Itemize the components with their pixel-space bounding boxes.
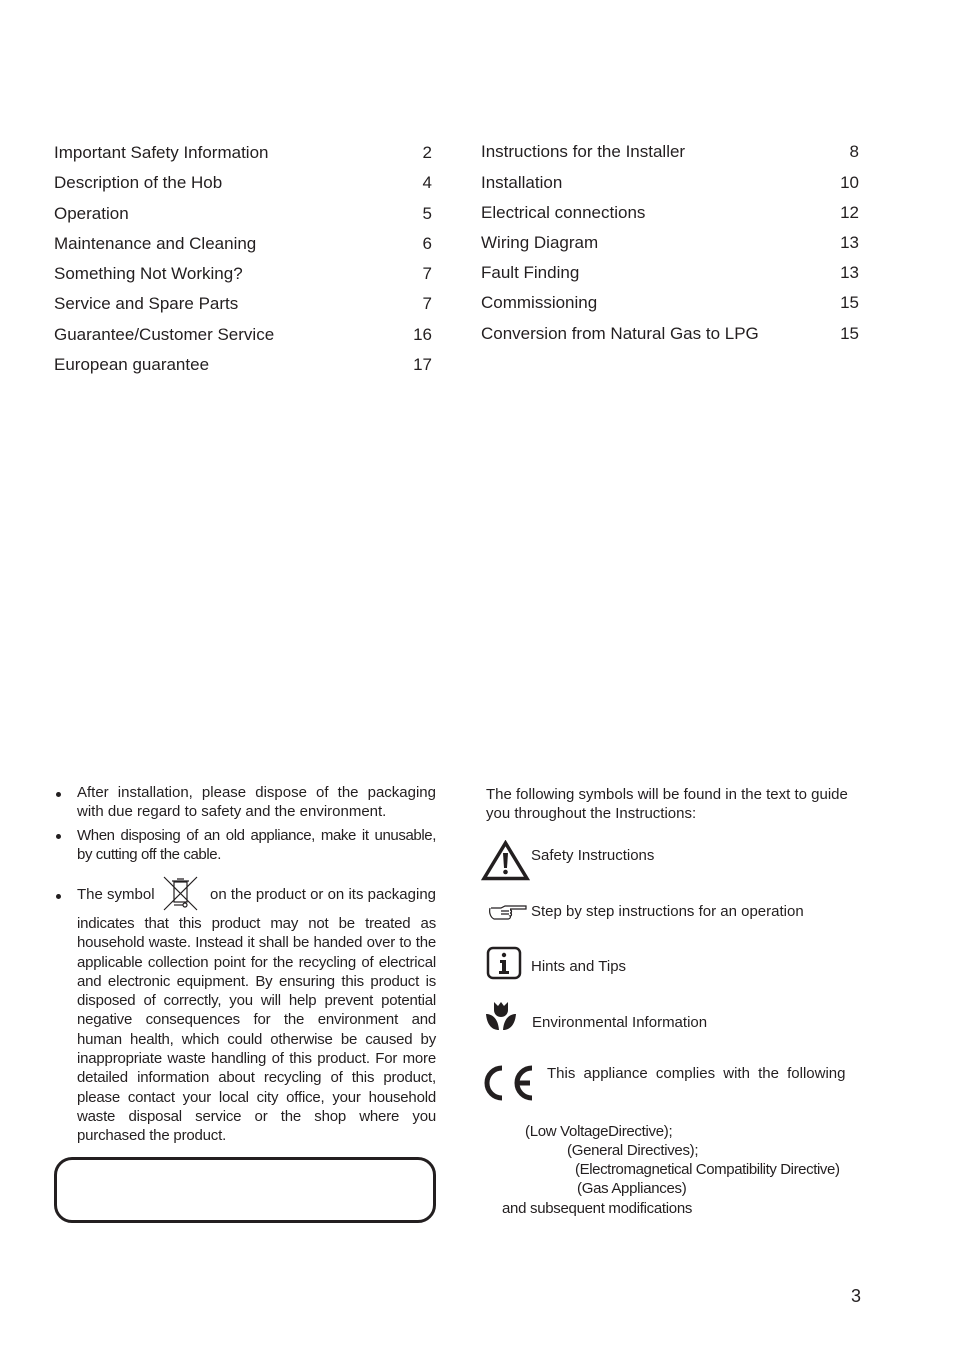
toc-page: 15 — [840, 293, 859, 312]
toc-entry[interactable] — [481, 323, 859, 345]
toc-title: Installation — [481, 173, 563, 192]
symbols-intro: The following symbols will be found in the text to guide you throughout the Instructions: — [486, 786, 848, 823]
toc-page: 5 — [422, 204, 432, 223]
toc-page: 16 — [413, 325, 432, 344]
toc-entry[interactable] — [54, 203, 432, 225]
disposal-appliance-text: When disposing of an old appliance, make it unusable, by cutting off the cable. — [77, 827, 436, 864]
toc-entry[interactable] — [54, 263, 432, 285]
toc-entry[interactable] — [54, 324, 432, 346]
bullet-dot — [56, 834, 61, 839]
directive-item: (General Directives); — [567, 1142, 699, 1159]
info-icon — [486, 946, 522, 980]
bullet-dot — [56, 792, 61, 797]
toc-page: 12 — [840, 203, 859, 222]
modifications-text: and subsequent modifications — [502, 1200, 693, 1217]
weee-text-after-icon: on the product or on its packaging — [210, 886, 436, 903]
toc-title: Operation — [54, 204, 129, 223]
toc-page: 2 — [422, 143, 432, 162]
toc-title: Important Safety Information — [54, 143, 269, 162]
ce-compliance-text: This appliance complies with the following — [547, 1065, 846, 1082]
toc-entry[interactable] — [481, 262, 859, 284]
bullet-dot — [56, 894, 61, 899]
toc-entry[interactable] — [54, 233, 432, 255]
toc-entry[interactable] — [481, 232, 859, 254]
toc-title: Guarantee/Customer Service — [54, 325, 275, 344]
toc-title: Wiring Diagram — [481, 233, 599, 252]
directive-item: (Electromagnetical Compatibility Directive) — [575, 1161, 840, 1178]
weee-intro — [77, 885, 436, 905]
toc-entry[interactable] — [481, 292, 859, 314]
tulip-environment-icon — [485, 1001, 517, 1032]
toc-page: 17 — [413, 355, 432, 374]
toc-title: Service and Spare Parts — [54, 294, 239, 313]
environmental-info-label: Environmental Information — [532, 1014, 708, 1031]
crossed-bin-icon — [162, 876, 200, 912]
toc-title: Instructions for the Installer — [481, 142, 686, 161]
pointing-hand-icon — [488, 902, 528, 922]
page-number: 3 — [851, 1286, 862, 1306]
toc-page: 4 — [422, 173, 432, 192]
weee-text-start: The symbol — [77, 886, 155, 903]
disposal-packaging-text: After installation, please dispose of the packaging with due regard to safety and the environment. — [77, 784, 436, 821]
toc-title: Fault Finding — [481, 263, 580, 282]
toc-title: Commissioning — [481, 293, 598, 312]
toc-entry[interactable] — [481, 202, 859, 224]
ce-mark-icon — [482, 1064, 536, 1102]
toc-page: 7 — [422, 264, 432, 283]
toc-entry[interactable] — [481, 141, 859, 163]
toc-title: Something Not Working? — [54, 264, 243, 283]
toc-page: 7 — [422, 294, 432, 313]
step-by-step-label: Step by step instructions for an operation — [531, 903, 804, 920]
toc-entry[interactable] — [54, 354, 432, 376]
toc-title: Maintenance and Cleaning — [54, 234, 257, 253]
empty-rounded-box — [54, 1157, 436, 1223]
toc-title: Conversion from Natural Gas to LPG — [481, 324, 759, 343]
toc-entry[interactable] — [54, 172, 432, 194]
toc-page: 10 — [840, 173, 859, 192]
toc-title: Electrical connections — [481, 203, 646, 222]
toc-entry[interactable] — [54, 142, 432, 164]
toc-page: 8 — [849, 142, 859, 161]
weee-explanation: indicates that this product may not be treated as household waste. Instead it shall be handed over to the applicable collection point for the recycling of electrical and electronic equipment. By ensuring this product is disposed of correctly, you will help prevent potential negative consequences for the environment and human health, which could otherwise be caused by inappropriate waste handling of this product. For more detailed information about recycling of this product, please contact your local city office, your household waste disposal service or the shop where you purchased the product. — [77, 915, 436, 1145]
toc-entry[interactable] — [54, 293, 432, 315]
safety-instructions-label: Safety Instructions — [531, 847, 655, 864]
toc-page: 6 — [422, 234, 432, 253]
directive-item: (Low VoltageDirective); — [525, 1123, 673, 1140]
toc-page: 13 — [840, 233, 859, 252]
toc-page: 13 — [840, 263, 859, 282]
hints-tips-label: Hints and Tips — [531, 958, 627, 975]
warning-triangle-icon — [481, 840, 530, 881]
toc-title: Description of the Hob — [54, 173, 223, 192]
toc-title: European guarantee — [54, 355, 210, 374]
toc-entry[interactable] — [481, 172, 859, 194]
toc-page: 15 — [840, 324, 859, 343]
directive-item: (Gas Appliances) — [577, 1180, 687, 1197]
